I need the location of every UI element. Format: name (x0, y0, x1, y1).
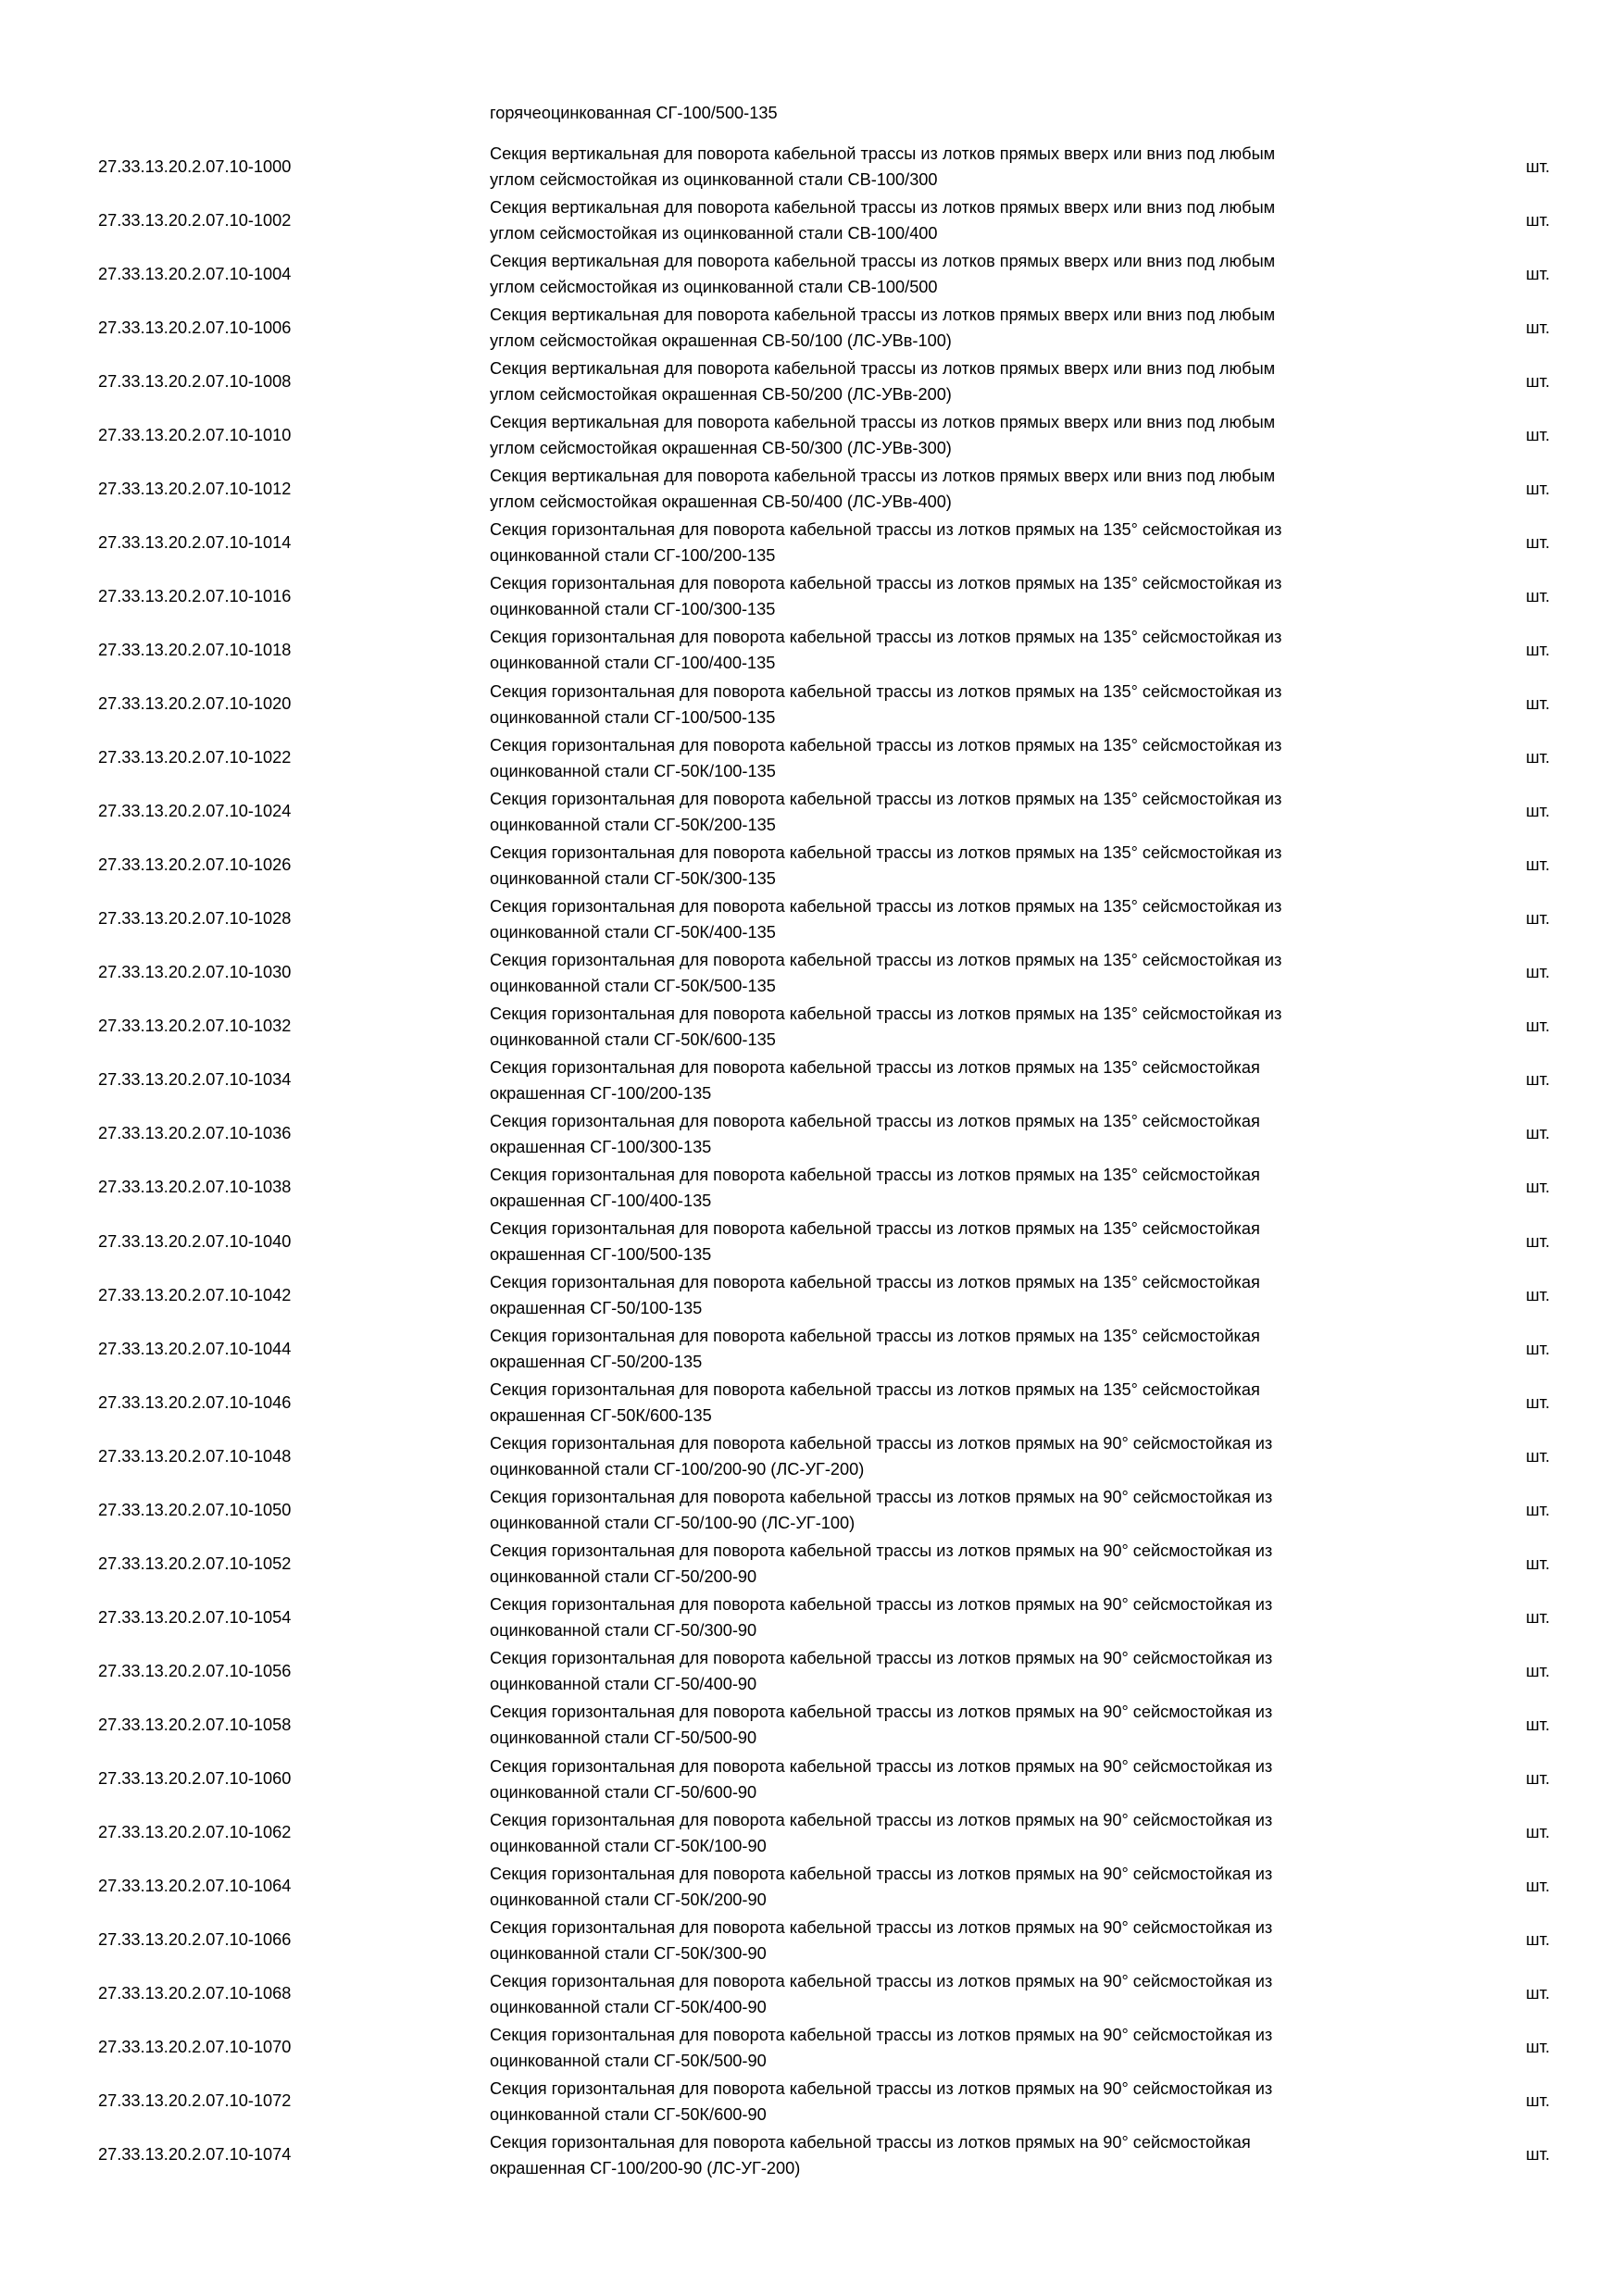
item-unit: шт. (1526, 1178, 1550, 1197)
table-row (0, 2075, 1624, 2128)
item-code: 27.33.13.20.2.07.10-1016 (98, 586, 292, 605)
item-description-line: Секция горизонтальная для поворота кабельной трассы из лотков прямых на 135° сейсмостойкая (490, 1273, 1260, 1292)
table-row (0, 1806, 1624, 1860)
item-description (490, 623, 1480, 677)
item-code: 27.33.13.20.2.07.10-1012 (98, 479, 292, 498)
item-unit: шт. (1526, 1017, 1550, 1036)
item-description-line: Секция горизонтальная для поворота кабельной трассы из лотков прямых на 135° сейсмостойкая из (490, 520, 1282, 540)
item-code: 27.33.13.20.2.07.10-1058 (98, 1715, 292, 1734)
item-code: 27.33.13.20.2.07.10-1044 (98, 1339, 292, 1358)
table-row (0, 1914, 1624, 1967)
item-code: 27.33.13.20.2.07.10-1072 (98, 2091, 292, 2111)
item-unit: шт. (1526, 1070, 1550, 1090)
table-row (0, 140, 1624, 193)
item-description (490, 1107, 1480, 1161)
item-code: 27.33.13.20.2.07.10-1020 (98, 694, 292, 713)
item-description-line: Секция горизонтальная для поворота кабельной трассы из лотков прямых на 90° сейсмостойкая из (490, 2025, 1273, 2044)
item-description (490, 140, 1480, 193)
item-code: 27.33.13.20.2.07.10-1008 (98, 371, 292, 391)
item-unit: шт. (1526, 1607, 1550, 1627)
continued-description: горячеоцинкованная СГ-100/500-135 (490, 104, 778, 122)
item-description-line: углом сейсмостойкая из оцинкованной стали СВ-100/300 (490, 170, 938, 189)
table-row (0, 785, 1624, 839)
item-description (490, 1215, 1480, 1268)
item-description-line: Секция горизонтальная для поворота кабельной трассы из лотков прямых на 135° сейсмостойкая (490, 1327, 1260, 1346)
item-description (490, 785, 1480, 839)
item-description (490, 1429, 1480, 1483)
table-row (0, 1698, 1624, 1752)
item-description (490, 678, 1480, 731)
item-unit: шт. (1526, 748, 1550, 767)
item-description (490, 1753, 1480, 1806)
item-description-line: Секция горизонтальная для поворота кабельной трассы из лотков прямых на 135° сейсмостойкая из (490, 628, 1282, 647)
item-description (490, 2021, 1480, 2075)
table-row (0, 1161, 1624, 1215)
table-row (0, 1429, 1624, 1483)
item-description-line: Секция горизонтальная для поворота кабельной трассы из лотков прямых на 90° сейсмостойкая из (490, 1810, 1273, 1829)
item-description-line: окрашенная СГ-50/200-135 (490, 1353, 703, 1372)
table-row (0, 1483, 1624, 1537)
item-unit: шт. (1526, 1984, 1550, 2003)
item-code: 27.33.13.20.2.07.10-1040 (98, 1231, 292, 1251)
item-description-line: Секция горизонтальная для поворота кабельной трассы из лотков прямых на 135° сейсмостойкая из (490, 950, 1282, 969)
item-description-line: Секция горизонтальная для поворота кабельной трассы из лотков прямых на 90° сейсмостойкая из (490, 1541, 1273, 1561)
item-description (490, 839, 1480, 892)
item-unit: шт. (1526, 1392, 1550, 1412)
item-code: 27.33.13.20.2.07.10-1010 (98, 425, 292, 444)
item-unit: шт. (1526, 1446, 1550, 1466)
item-description (490, 731, 1480, 785)
item-unit: шт. (1526, 963, 1550, 982)
table-row (0, 355, 1624, 408)
item-description-line: Секция горизонтальная для поворота кабельной трассы из лотков прямых на 135° сейсмостойкая из (490, 735, 1282, 755)
item-code: 27.33.13.20.2.07.10-1006 (98, 318, 292, 337)
item-description-line: Секция горизонтальная для поворота кабельной трассы из лотков прямых на 135° сейсмостойкая из (490, 896, 1282, 916)
item-description-line: Секция вертикальная для поворота кабельной трассы из лотков прямых вверх или вниз под любым (490, 144, 1276, 163)
item-description (490, 1161, 1480, 1215)
item-description-line: оцинкованной стали СГ-50/400-90 (490, 1675, 757, 1694)
item-description (490, 1268, 1480, 1322)
item-code: 27.33.13.20.2.07.10-1030 (98, 963, 292, 982)
item-description-line: оцинкованной стали СГ-50К/300-90 (490, 1943, 767, 1963)
table-row (0, 892, 1624, 946)
item-description (490, 1860, 1480, 1914)
table-row (0, 1753, 1624, 1806)
item-description-line: оцинкованной стали СГ-50/200-90 (490, 1567, 757, 1587)
table-row (0, 839, 1624, 892)
item-code: 27.33.13.20.2.07.10-1026 (98, 855, 292, 875)
item-description-line: Секция горизонтальная для поворота кабельной трассы из лотков прямых на 90° сейсмостойкая из (490, 1917, 1273, 1937)
item-description-line: окрашенная СГ-50/100-135 (490, 1299, 703, 1318)
item-unit: шт. (1526, 802, 1550, 821)
item-description (490, 462, 1480, 516)
item-description-line: углом сейсмостойкая окрашенная СВ-50/200 (ЛС-УВв-200) (490, 385, 952, 405)
item-description-line: оцинкованной стали СГ-50К/200-135 (490, 815, 776, 834)
item-description-line: Секция вертикальная для поворота кабельной трассы из лотков прямых вверх или вниз под любым (490, 198, 1276, 218)
table-row (0, 1860, 1624, 1914)
item-unit: шт. (1526, 210, 1550, 230)
table-row (0, 247, 1624, 301)
item-description-line: Секция горизонтальная для поворота кабельной трассы из лотков прямых на 135° сейсмостойкая из (490, 789, 1282, 808)
item-description (490, 516, 1480, 569)
table-row (0, 1322, 1624, 1376)
item-unit: шт. (1526, 1769, 1550, 1788)
item-code: 27.33.13.20.2.07.10-1004 (98, 264, 292, 283)
item-unit: шт. (1526, 1339, 1550, 1358)
item-description-line: Секция горизонтальная для поворота кабельной трассы из лотков прямых на 90° сейсмостойкая (490, 2132, 1251, 2152)
item-unit: шт. (1526, 318, 1550, 337)
item-unit: шт. (1526, 479, 1550, 498)
item-code: 27.33.13.20.2.07.10-1062 (98, 1823, 292, 1842)
item-description-line: оцинкованной стали СГ-100/500-135 (490, 707, 776, 727)
item-code: 27.33.13.20.2.07.10-1054 (98, 1607, 292, 1627)
table-row (0, 516, 1624, 569)
item-description (490, 247, 1480, 301)
item-code: 27.33.13.20.2.07.10-1036 (98, 1124, 292, 1143)
item-description-line: окрашенная СГ-100/300-135 (490, 1137, 712, 1156)
item-description-line: Секция горизонтальная для поворота кабельной трассы из лотков прямых на 90° сейсмостойкая из (490, 1703, 1273, 1722)
item-description-line: оцинкованной стали СГ-50К/200-90 (490, 1890, 767, 1909)
item-description-line: оцинкованной стали СГ-50К/400-135 (490, 922, 776, 942)
item-code: 27.33.13.20.2.07.10-1052 (98, 1554, 292, 1573)
item-description-line: Секция горизонтальная для поворота кабельной трассы из лотков прямых на 135° сейсмостойкая из (490, 681, 1282, 701)
item-description (490, 1000, 1480, 1054)
item-unit: шт. (1526, 371, 1550, 391)
item-description-line: оцинкованной стали СГ-100/200-135 (490, 546, 776, 566)
item-unit: шт. (1526, 1877, 1550, 1896)
item-description (490, 408, 1480, 462)
item-description (490, 1967, 1480, 2021)
item-description-line: оцинкованной стали СГ-50К/300-135 (490, 868, 776, 888)
item-description (490, 2075, 1480, 2128)
item-description-line: углом сейсмостойкая окрашенная СВ-50/400 (ЛС-УВв-400) (490, 493, 952, 512)
item-description-line: окрашенная СГ-100/200-135 (490, 1083, 712, 1103)
item-description-line: Секция горизонтальная для поворота кабельной трассы из лотков прямых на 90° сейсмостойкая из (490, 1756, 1273, 1776)
item-unit: шт. (1526, 2038, 1550, 2057)
item-unit: шт. (1526, 264, 1550, 283)
item-unit: шт. (1526, 1285, 1550, 1304)
item-unit: шт. (1526, 2145, 1550, 2165)
item-description-line: оцинкованной стали СГ-50К/500-135 (490, 976, 776, 995)
item-description-line: оцинкованной стали СГ-50/500-90 (490, 1728, 757, 1748)
table-row (0, 1644, 1624, 1698)
table-row (0, 2128, 1624, 2182)
item-unit: шт. (1526, 1500, 1550, 1519)
item-code: 27.33.13.20.2.07.10-1050 (98, 1500, 292, 1519)
item-code: 27.33.13.20.2.07.10-1022 (98, 748, 292, 767)
table-row (0, 946, 1624, 1000)
item-description-line: Секция горизонтальная для поворота кабельной трассы из лотков прямых на 90° сейсмостойкая из (490, 1649, 1273, 1668)
table-row (0, 1054, 1624, 1107)
item-description (490, 2128, 1480, 2182)
table-row (0, 1537, 1624, 1591)
item-description-line: оцинкованной стали СГ-50К/100-135 (490, 761, 776, 780)
item-description-line: оцинкованной стали СГ-50/100-90 (ЛС-УГ-100) (490, 1514, 856, 1533)
table-row (0, 678, 1624, 731)
item-description-line: оцинкованной стали СГ-50К/400-90 (490, 1997, 767, 2016)
item-code: 27.33.13.20.2.07.10-1024 (98, 802, 292, 821)
item-description (490, 1698, 1480, 1752)
item-description-line: оцинкованной стали СГ-50К/100-90 (490, 1836, 767, 1855)
item-code: 27.33.13.20.2.07.10-1042 (98, 1285, 292, 1304)
item-code: 27.33.13.20.2.07.10-1028 (98, 909, 292, 929)
item-code: 27.33.13.20.2.07.10-1000 (98, 156, 292, 176)
item-unit: шт. (1526, 156, 1550, 176)
item-code: 27.33.13.20.2.07.10-1034 (98, 1070, 292, 1090)
item-description-line: Секция горизонтальная для поворота кабельной трассы из лотков прямых на 135° сейсмостойкая (490, 1111, 1260, 1130)
item-code: 27.33.13.20.2.07.10-1070 (98, 2038, 292, 2057)
item-description (490, 1914, 1480, 1967)
item-unit: шт. (1526, 855, 1550, 875)
table-row (0, 1268, 1624, 1322)
item-description (490, 1644, 1480, 1698)
item-unit: шт. (1526, 1823, 1550, 1842)
item-description-line: оцинкованной стали СГ-50К/500-90 (490, 2051, 767, 2070)
item-description-line: оцинкованной стали СГ-100/300-135 (490, 600, 776, 619)
item-description-line: Секция горизонтальная для поворота кабельной трассы из лотков прямых на 90° сейсмостойкая из (490, 2078, 1273, 2098)
item-code: 27.33.13.20.2.07.10-1066 (98, 1930, 292, 1950)
item-description-line: Секция вертикальная для поворота кабельной трассы из лотков прямых вверх или вниз под любым (490, 359, 1276, 379)
item-unit: шт. (1526, 425, 1550, 444)
item-unit: шт. (1526, 1715, 1550, 1734)
table-row (0, 731, 1624, 785)
item-description-line: оцинкованной стали СГ-100/400-135 (490, 654, 776, 673)
item-code: 27.33.13.20.2.07.10-1064 (98, 1877, 292, 1896)
item-code: 27.33.13.20.2.07.10-1060 (98, 1769, 292, 1788)
item-description (490, 301, 1480, 355)
item-description-line: Секция горизонтальная для поворота кабельной трассы из лотков прямых на 135° сейсмостойкая из (490, 574, 1282, 593)
item-description-line: Секция вертикальная для поворота кабельной трассы из лотков прямых вверх или вниз под любым (490, 467, 1276, 486)
item-description-line: окрашенная СГ-100/200-90 (ЛС-УГ-200) (490, 2158, 801, 2177)
item-description-line: углом сейсмостойкая из оцинкованной стали СВ-100/400 (490, 224, 938, 243)
table-row (0, 1591, 1624, 1644)
item-description-line: Секция горизонтальная для поворота кабельной трассы из лотков прямых на 90° сейсмостойкая из (490, 1595, 1273, 1615)
table-row (0, 1107, 1624, 1161)
item-code: 27.33.13.20.2.07.10-1002 (98, 210, 292, 230)
item-description-line: окрашенная СГ-100/500-135 (490, 1245, 712, 1264)
item-description-line: Секция горизонтальная для поворота кабельной трассы из лотков прямых на 90° сейсмостойкая из (490, 1971, 1273, 1990)
item-description (490, 946, 1480, 1000)
item-unit: шт. (1526, 586, 1550, 605)
item-description-line: Секция горизонтальная для поворота кабельной трассы из лотков прямых на 90° сейсмостойкая из (490, 1434, 1273, 1454)
item-description-line: Секция горизонтальная для поворота кабельной трассы из лотков прямых на 135° сейсмостойкая (490, 1165, 1260, 1184)
item-description-line: углом сейсмостойкая окрашенная СВ-50/300 (ЛС-УВв-300) (490, 439, 952, 458)
item-description-line: Секция вертикальная для поворота кабельной трассы из лотков прямых вверх или вниз под любым (490, 306, 1276, 325)
item-code: 27.33.13.20.2.07.10-1018 (98, 640, 292, 659)
item-description-line: Секция вертикальная для поворота кабельной трассы из лотков прямых вверх или вниз под любым (490, 252, 1276, 271)
item-code: 27.33.13.20.2.07.10-1068 (98, 1984, 292, 2003)
item-description-line: Секция горизонтальная для поворота кабельной трассы из лотков прямых на 135° сейсмостойкая (490, 1057, 1260, 1077)
item-description-line: Секция горизонтальная для поворота кабельной трассы из лотков прямых на 135° сейсмостойкая (490, 1219, 1260, 1238)
item-description-line: Секция горизонтальная для поворота кабельной трассы из лотков прямых на 90° сейсмостойкая из (490, 1488, 1273, 1507)
item-description (490, 1537, 1480, 1591)
item-code: 27.33.13.20.2.07.10-1048 (98, 1446, 292, 1466)
item-description-line: углом сейсмостойкая окрашенная СВ-50/100 (ЛС-УВв-100) (490, 331, 952, 351)
table-row (0, 2021, 1624, 2075)
item-code: 27.33.13.20.2.07.10-1032 (98, 1017, 292, 1036)
item-description-line: оцинкованной стали СГ-50К/600-90 (490, 2104, 767, 2124)
item-description (490, 193, 1480, 247)
table-row (0, 462, 1624, 516)
item-description-line: Секция горизонтальная для поворота кабельной трассы из лотков прямых на 90° сейсмостойкая из (490, 1864, 1273, 1883)
item-unit: шт. (1526, 1930, 1550, 1950)
item-code: 27.33.13.20.2.07.10-1074 (98, 2145, 292, 2165)
item-description (490, 1483, 1480, 1537)
item-unit: шт. (1526, 1124, 1550, 1143)
item-description-line: окрашенная СГ-50К/600-135 (490, 1406, 712, 1426)
item-description (490, 1054, 1480, 1107)
item-code: 27.33.13.20.2.07.10-1046 (98, 1392, 292, 1412)
item-unit: шт. (1526, 1554, 1550, 1573)
item-description (490, 892, 1480, 946)
item-unit: шт. (1526, 532, 1550, 552)
item-unit: шт. (1526, 1231, 1550, 1251)
table-row (0, 623, 1624, 677)
item-description (490, 355, 1480, 408)
table-row (0, 1376, 1624, 1429)
item-unit: шт. (1526, 909, 1550, 929)
item-unit: шт. (1526, 694, 1550, 713)
table-row (0, 301, 1624, 355)
item-description (490, 569, 1480, 623)
item-description-line: оцинкованной стали СГ-50/300-90 (490, 1621, 757, 1641)
item-unit: шт. (1526, 2091, 1550, 2111)
item-description-line: Секция горизонтальная для поворота кабельной трассы из лотков прямых на 135° сейсмостойкая из (490, 1004, 1282, 1023)
table-row (0, 569, 1624, 623)
item-description-line: Секция вертикальная для поворота кабельной трассы из лотков прямых вверх или вниз под любым (490, 413, 1276, 432)
item-description-line: оцинкованной стали СГ-50/600-90 (490, 1782, 757, 1802)
item-code: 27.33.13.20.2.07.10-1056 (98, 1661, 292, 1680)
item-unit: шт. (1526, 1661, 1550, 1680)
item-unit: шт. (1526, 640, 1550, 659)
table-row (0, 1215, 1624, 1268)
item-code: 27.33.13.20.2.07.10-1014 (98, 532, 292, 552)
item-description-line: окрашенная СГ-100/400-135 (490, 1191, 712, 1210)
item-description (490, 1591, 1480, 1644)
item-description (490, 1806, 1480, 1860)
item-description-line: Секция горизонтальная для поворота кабельной трассы из лотков прямых на 135° сейсмостойкая из (490, 842, 1282, 862)
item-description (490, 1376, 1480, 1429)
table-row (0, 1000, 1624, 1054)
item-code: 27.33.13.20.2.07.10-1038 (98, 1178, 292, 1197)
table-row (0, 1967, 1624, 2021)
item-description (490, 1322, 1480, 1376)
item-description-line: углом сейсмостойкая из оцинкованной стали СВ-100/500 (490, 278, 938, 297)
table-row (0, 193, 1624, 247)
item-description-line: оцинкованной стали СГ-50К/600-135 (490, 1029, 776, 1049)
item-description-line: Секция горизонтальная для поворота кабельной трассы из лотков прямых на 135° сейсмостойкая (490, 1380, 1260, 1400)
item-description-line: оцинкованной стали СГ-100/200-90 (ЛС-УГ-200) (490, 1460, 865, 1479)
table-row (0, 408, 1624, 462)
